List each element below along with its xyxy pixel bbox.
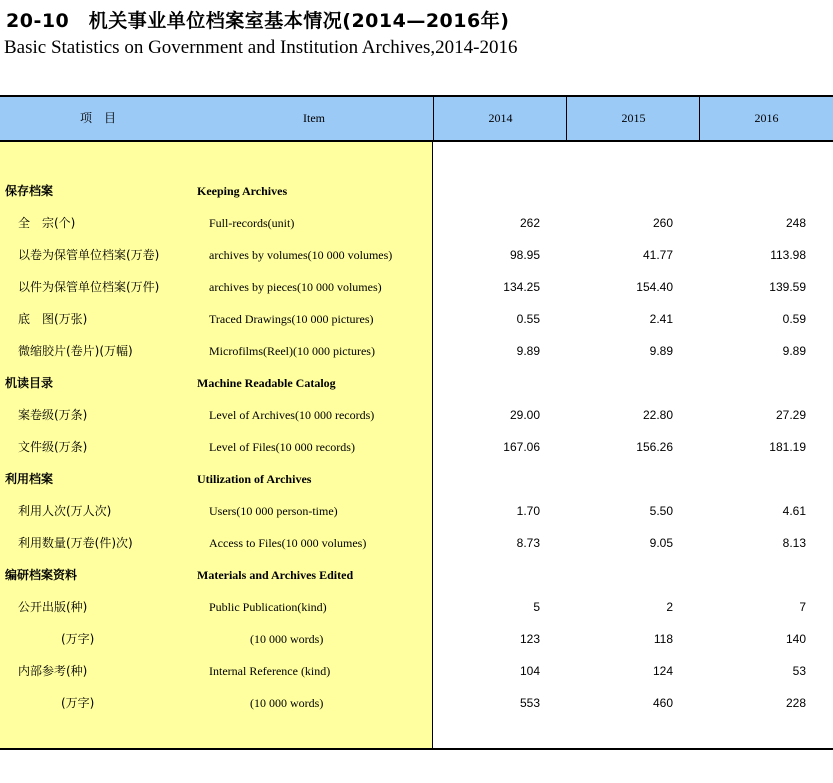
- row-label-cn: 文件级(万条): [18, 440, 88, 454]
- table-row: [0, 207, 833, 239]
- value-cell-2014: 553: [519, 696, 540, 710]
- table-row: [0, 591, 833, 623]
- value-cell-2016: 181.19: [769, 440, 806, 454]
- row-label-cn: 保存档案: [5, 184, 54, 198]
- header-year-2015: 2015: [566, 97, 700, 140]
- value-cell-2014: 1.70: [516, 504, 540, 518]
- row-label-cn: 编研档案资料: [5, 568, 78, 582]
- table-row: [0, 655, 833, 687]
- value-cell-2016: 9.89: [782, 344, 806, 358]
- value-cell-2014: 134.25: [503, 280, 540, 294]
- row-label-en: Machine Readable Catalog: [197, 376, 336, 390]
- row-label-cn: 公开出版(种): [18, 600, 88, 614]
- value-cell-2015: 9.89: [649, 344, 673, 358]
- row-label-en: Full-records(unit): [209, 216, 295, 230]
- value-cell-2015: 9.05: [649, 536, 673, 550]
- value-cell-2015: 118: [653, 632, 673, 646]
- value-cell-2015: 2: [666, 600, 673, 614]
- table-row: [0, 335, 833, 367]
- section-row: [0, 559, 833, 591]
- value-cell-2015: 2.41: [649, 312, 673, 326]
- value-cell-2015: 22.80: [642, 408, 673, 422]
- header-year-2014: 2014: [433, 97, 567, 140]
- value-cell-2016: 228: [785, 696, 806, 710]
- row-label-en: Traced Drawings(10 000 pictures): [209, 312, 374, 326]
- row-label-cn: 利用人次(万人次): [18, 504, 112, 518]
- value-cell-2014: 104: [519, 664, 540, 678]
- table-row: [0, 303, 833, 335]
- value-cell-2014: 262: [519, 216, 540, 230]
- row-label-en: Level of Archives(10 000 records): [209, 408, 375, 422]
- value-cell-2016: 0.59: [782, 312, 806, 326]
- table-row: [0, 623, 833, 655]
- row-label-en: Utilization of Archives: [197, 472, 312, 486]
- section-row: [0, 175, 833, 207]
- row-label-cn: 利用数量(万卷(件)次): [18, 536, 133, 550]
- value-cell-2016: 113.98: [770, 248, 806, 262]
- value-cell-2016: 27.29: [775, 408, 806, 422]
- value-cell-2014: 98.95: [509, 248, 540, 262]
- row-label-cn: (万字): [61, 632, 95, 646]
- row-label-cn: 案卷级(万条): [18, 408, 88, 422]
- table-title-en: Basic Statistics on Government and Institution Archives,2014-2016: [4, 37, 518, 58]
- section-row: [0, 367, 833, 399]
- value-cell-2015: 5.50: [649, 504, 673, 518]
- value-cell-2015: 154.40: [636, 280, 673, 294]
- header-item-cn: 项 目: [79, 111, 116, 125]
- value-cell-2014: 5: [533, 600, 540, 614]
- row-label-cn: 机读目录: [5, 376, 54, 390]
- value-cell-2016: 139.59: [769, 280, 806, 294]
- table-bottom-rule: [0, 748, 833, 750]
- value-cell-2016: 8.13: [782, 536, 806, 550]
- row-label-en: Public Publication(kind): [209, 600, 327, 614]
- value-cell-2015: 41.77: [642, 248, 673, 262]
- row-label-cn: 微缩胶片(卷片)(万幅): [18, 344, 133, 358]
- value-cell-2015: 260: [652, 216, 673, 230]
- row-label-cn: 全 宗(个): [18, 216, 76, 230]
- value-cell-2016: 7: [799, 600, 806, 614]
- row-label-en: archives by volumes(10 000 volumes): [209, 248, 393, 262]
- table-row: [0, 527, 833, 559]
- row-label-en: Users(10 000 person-time): [209, 504, 338, 518]
- value-cell-2016: 248: [785, 216, 806, 230]
- row-label-cn: 以卷为保管单位档案(万卷): [18, 248, 160, 262]
- table-row: [0, 431, 833, 463]
- header-year-2016: 2016: [699, 97, 833, 140]
- value-cell-2016: 53: [792, 664, 806, 678]
- row-label-cn: 以件为保管单位档案(万件): [18, 280, 160, 294]
- table-row: [0, 239, 833, 271]
- row-label-en: Materials and Archives Edited: [197, 568, 354, 582]
- table-title-cn: 20-10 机关事业单位档案室基本情况(2014—2016年): [6, 10, 510, 32]
- row-label-en: archives by pieces(10 000 volumes): [209, 280, 382, 294]
- row-label-en: Level of Files(10 000 records): [209, 440, 355, 454]
- row-label-cn: 利用档案: [5, 472, 54, 486]
- table-row: [0, 271, 833, 303]
- row-label-en: Internal Reference (kind): [209, 664, 331, 678]
- row-label-en: (10 000 words): [250, 696, 324, 710]
- table-row: [0, 399, 833, 431]
- value-cell-2016: 4.61: [782, 504, 806, 518]
- row-label-en: Keeping Archives: [197, 184, 288, 198]
- row-label-cn: 内部参考(种): [18, 664, 88, 678]
- row-label-cn: 底 图(万张): [18, 312, 88, 326]
- value-cell-2016: 140: [785, 632, 806, 646]
- table-row: [0, 495, 833, 527]
- value-cell-2014: 8.73: [516, 536, 540, 550]
- value-cell-2015: 156.26: [636, 440, 673, 454]
- value-cell-2014: 167.06: [503, 440, 540, 454]
- value-cell-2014: 0.55: [516, 312, 540, 326]
- row-label-en: Access to Files(10 000 volumes): [209, 536, 367, 550]
- header-item-en: Item: [303, 111, 325, 125]
- section-row: [0, 463, 833, 495]
- value-cell-2015: 460: [652, 696, 673, 710]
- value-cell-2015: 124: [652, 664, 673, 678]
- row-label-en: Microfilms(Reel)(10 000 pictures): [209, 344, 375, 358]
- table-row: [0, 687, 833, 719]
- value-cell-2014: 123: [519, 632, 540, 646]
- row-label-cn: (万字): [61, 696, 95, 710]
- value-cell-2014: 9.89: [516, 344, 540, 358]
- row-label-en: (10 000 words): [250, 632, 324, 646]
- value-cell-2014: 29.00: [509, 408, 540, 422]
- table-header: [0, 95, 833, 142]
